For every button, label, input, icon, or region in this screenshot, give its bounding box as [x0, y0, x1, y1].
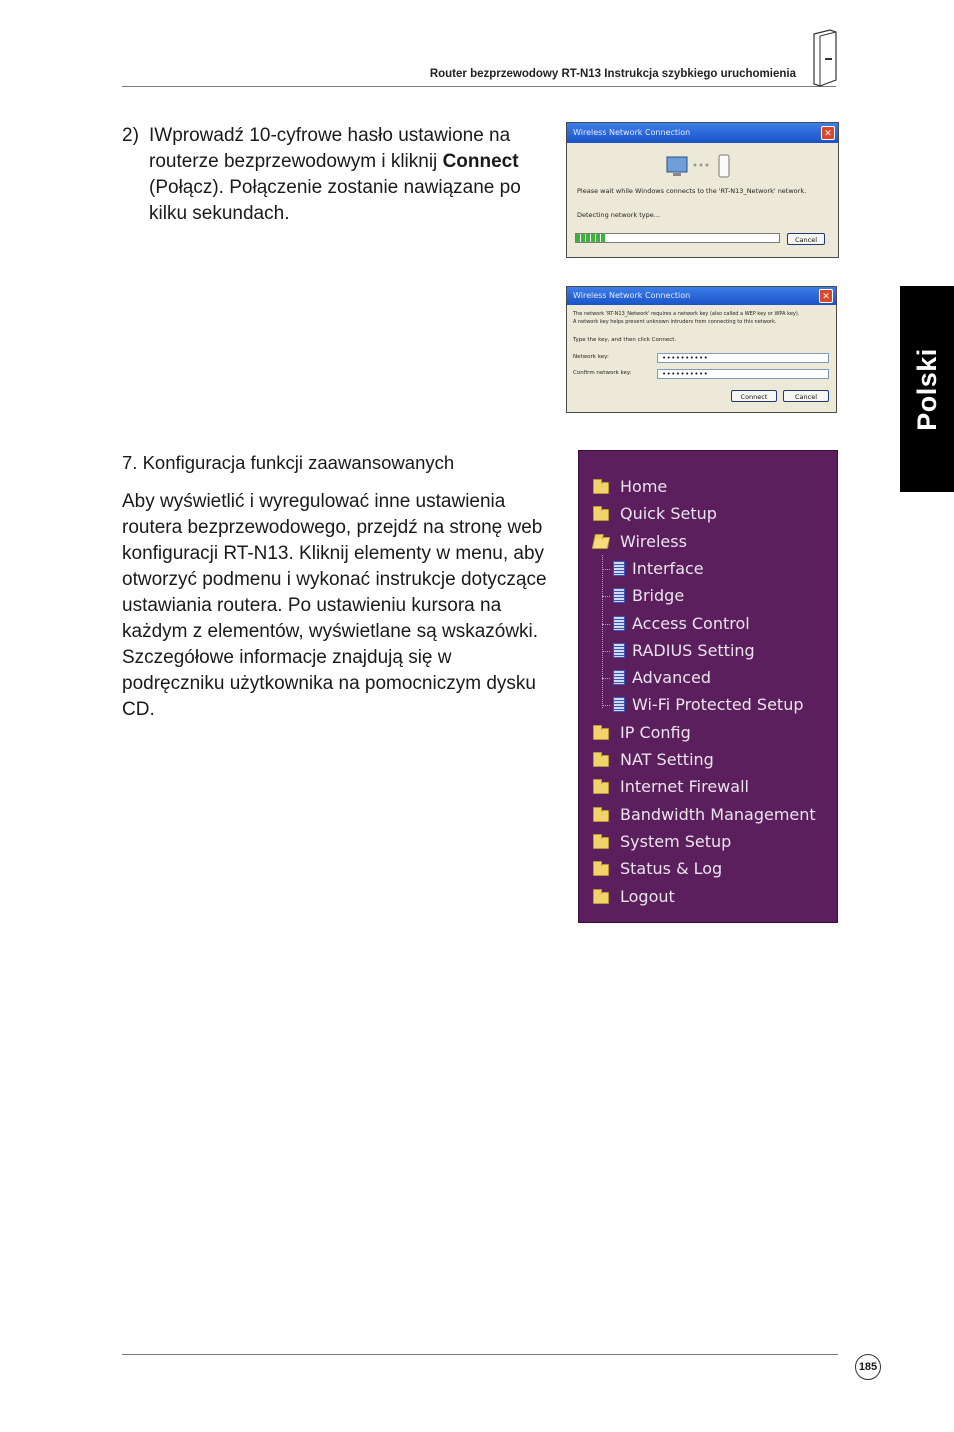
page-number: 185: [855, 1354, 881, 1380]
connect-button[interactable]: Connect: [731, 390, 777, 402]
menu-item-home[interactable]: Home: [620, 477, 668, 496]
folder-icon: [593, 755, 609, 767]
language-tab: [900, 286, 954, 492]
folder-icon: [593, 837, 609, 849]
folder-icon: [593, 810, 609, 822]
page-icon: [613, 588, 625, 603]
dialog-message-line-1: The network 'RT-N13_Network' requires a network key (also called a WEP key or WPA key).: [573, 311, 800, 317]
network-key-input[interactable]: ••••••••••: [657, 353, 829, 363]
router-icon: [808, 28, 840, 88]
connect-emphasis: Connect: [442, 151, 519, 172]
menu-item-interface[interactable]: Interface: [632, 558, 704, 578]
folder-icon: [593, 892, 609, 904]
connecting-dialog-screenshot: [566, 122, 839, 258]
progress-bar: [575, 233, 780, 243]
close-icon[interactable]: ✕: [821, 126, 835, 140]
cancel-button[interactable]: Cancel: [787, 233, 825, 245]
step-2: [122, 123, 542, 227]
cancel-button[interactable]: Cancel: [783, 390, 829, 402]
menu-item-wireless[interactable]: Wireless: [620, 531, 687, 551]
page-icon: [613, 643, 625, 658]
step-2-number: 2): [122, 125, 139, 146]
header-divider: [122, 86, 836, 87]
menu-item-nat-setting[interactable]: NAT Setting: [620, 750, 714, 769]
folder-icon: [593, 509, 609, 521]
menu-item-internet-firewall[interactable]: Internet Firewall: [620, 777, 749, 797]
menu-item-status-log[interactable]: Status & Log: [620, 859, 723, 879]
page-icon: [613, 670, 625, 685]
header-title: Router bezprzewodowy RT-N13 Instrukcja szybkiego uruchomienia: [429, 68, 796, 80]
tree-connector: [602, 596, 610, 597]
tree-connector: [602, 678, 610, 679]
progress-fill: [576, 234, 606, 242]
menu-item-quick-setup[interactable]: Quick Setup: [620, 504, 717, 524]
menu-item-bridge[interactable]: Bridge: [632, 586, 685, 606]
dialog-titlebar: Wireless Network Connection ✕: [567, 287, 836, 305]
section-7-paragraph: Aby wyświetlić i wyregulować inne ustawienia routera bezprzewodowego, przejdź na stronę web konfiguracji RT-N13. Kliknij elementy w menu, aby otworzyć podmenu i wykonać instrukcje dotyczące ustawiania routera. Po ustawieniu kursora na każdym z elementów, wyświetlane są wskazówki. Szczegółowe informacje znajdują się w podręczniku użytkownika na pomocniczym dysku CD.: [122, 491, 547, 720]
section-7-heading: 7. Konfiguracja funkcji zaawansowanych: [122, 452, 455, 473]
menu-item-radius-setting[interactable]: RADIUS Setting: [632, 640, 755, 660]
tree-connector: [602, 651, 610, 652]
dialog-status: Detecting network type...: [577, 211, 660, 219]
dialog-instruction: Type the key, and then click Connect.: [573, 337, 677, 343]
folder-icon: [593, 728, 609, 740]
tree-connector: [602, 705, 610, 706]
dialog-titlebar: Wireless Network Connection ✕: [567, 123, 838, 143]
menu-item-advanced[interactable]: Advanced: [632, 668, 712, 688]
network-connecting-icon: [665, 153, 735, 181]
network-key-dialog-screenshot: [566, 286, 837, 413]
page-icon: [613, 561, 625, 576]
menu-item-ip-config[interactable]: IP Config: [620, 722, 691, 742]
language-tab-label: Polski: [911, 347, 942, 431]
menu-item-bandwidth-management[interactable]: Bandwidth Management: [620, 804, 816, 824]
dialog-message: Please wait while Windows connects to the 'RT-N13_Network' network.: [577, 187, 807, 195]
folder-icon: [593, 864, 609, 876]
step-2-text: IWprowadź 10-cyfrowe hasło ustawione na routerze bezprzewodowym i kliknij Connect (Połącz). Połączenie zostanie nawiązane po kilku sekundach.: [149, 125, 521, 224]
tree-connector: [602, 624, 610, 625]
menu-item-logout[interactable]: Logout: [620, 886, 675, 906]
open-folder-icon: [592, 537, 611, 549]
tree-connector: [602, 555, 603, 708]
confirm-key-label: Confirm network key:: [573, 370, 632, 376]
router-menu-screenshot: [578, 450, 838, 923]
menu-item-system-setup[interactable]: System Setup: [620, 831, 732, 851]
folder-icon: [593, 782, 609, 794]
menu-item-access-control[interactable]: Access Control: [632, 613, 750, 633]
folder-icon: [593, 482, 609, 494]
close-icon[interactable]: ✕: [819, 289, 833, 303]
footer-divider: [122, 1354, 838, 1355]
menu-item-wi-fi-protected-setup[interactable]: Wi-Fi Protected Setup: [632, 695, 804, 715]
confirm-key-input[interactable]: ••••••••••: [657, 369, 829, 379]
dialog-message-line-2: A network key helps prevent unknown intruders from connecting to this network.: [573, 319, 777, 325]
network-key-label: Network key:: [573, 354, 609, 360]
page-icon: [613, 697, 625, 712]
tree-connector: [602, 569, 610, 570]
page-icon: [613, 616, 625, 631]
